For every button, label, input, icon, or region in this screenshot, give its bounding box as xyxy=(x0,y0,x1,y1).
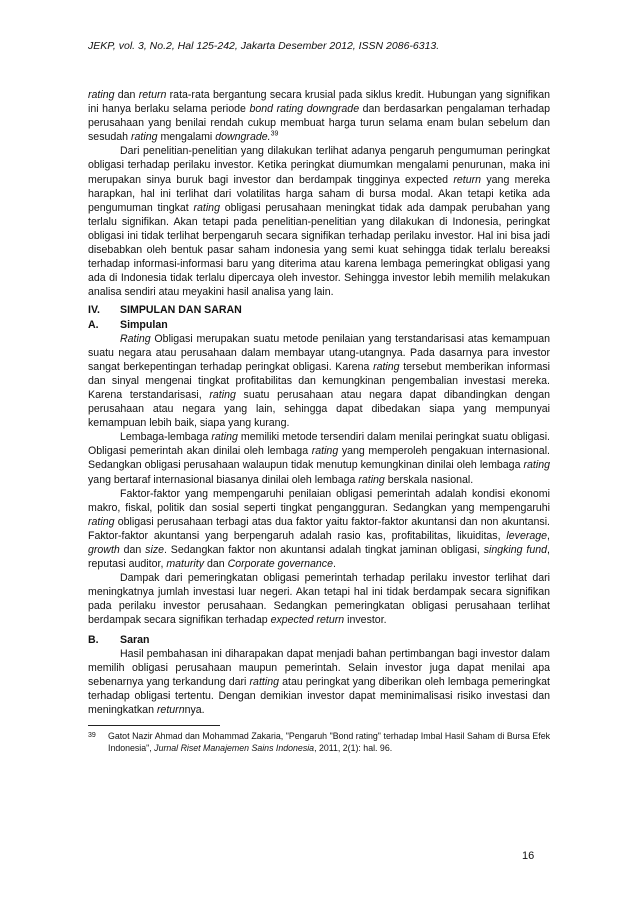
main-text xyxy=(88,88,550,755)
footnote-divider xyxy=(88,725,220,726)
paragraph-rating-factors: Faktor-faktor yang mempengaruhi penilaian obligasi pemerintah adalah kondisi ekonomi makro, fiskal, politik dan sosial seperti tingkat pengangguran. Sedangkan yang mempengaruhi rating obligasi perusahaan terbagi atas dua faktor yaitu faktor-faktor akuntansi dan non akuntansi. Faktor-faktor akuntansi yang berpengaruh adalah rasio kas, profitabilitas, likuiditas, leverage, growth dan size. Sedangkan faktor non akuntansi adalah tingkat jaminan obligasi, singking fund, reputasi auditor, maturity dan Corporate governance. xyxy=(88,487,550,571)
paragraph-rating-impact: Dampak dari pemeringkatan obligasi pemerintah terhadap perilaku investor terlihat dari meningkatnya jumlah investasi luar negeri. Akan tetapi hal ini tidak berdampak secara signifikan pada perilaku investor perusahaan. Sedangkan pemeringkatan obligasi perusahaan terlihat berdampak secara signifikan terhadap expected return investor. xyxy=(88,572,550,627)
footnote-reference: 39 xyxy=(270,130,279,138)
footnote-number: 39 xyxy=(88,732,96,740)
footnote-text: Gatot Nazir Ahmad dan Mohammad Zakaria, "Pengaruh "Bond rating" terhadap Imbal Hasil Saham di Bursa Efek Indonesia", Jurnal Riset Manajemen Sains Indonesia, 2011, 2(1): hal. 96. xyxy=(108,731,550,753)
page-number: 16 xyxy=(522,850,535,862)
paragraph-rating-agencies: Lembaga-lembaga rating memiliki metode tersendiri dalam menilai peringkat suatu obligasi. Obligasi pemerintah akan dinilai oleh lembaga rating yang memperoleh pengakuan internasional. Sedangkan obligasi perusahaan walaupun tidak menutup kemungkinan dinilai oleh lembaga rating yang bertaraf internasional biasanya dinilai oleh lembaga rating berskala nasional. xyxy=(88,431,550,486)
subsection-heading-b: B. Saran xyxy=(88,633,150,646)
paragraph-suggestions: Hasil pembahasan ini diharapakan dapat menjadi bahan pertimbangan bagi investor dalam memilih obligasi perusahaan maupun pemerintah. Selain investor juga dapat menilai apa sebenarnya yang terkandung dari ratting atau peringkat yang diberikan oleh lembaga pemeringkat terhadap obligasi tertentu. Dengan demikian investor dapat meminimalisasi risiko investasi dan meningkatkan returnnya. xyxy=(88,647,550,717)
paragraph-rating-definition: Rating Obligasi merupakan suatu metode penilaian yang terstandarisasi atas kemampuan suatu negara atau perusahaan dalam membayar utang-utangnya. Pada dasarnya para investor sangat berkepentingan terhadap peringkat obligasi. Karena rating tersebut memberikan informasi dan sinyal mengenai tingkat profitabilitas dan kemungkinan pengembalian investasi mereka. Karena terstandarisasi, rating suatu perusahaan atau negara dapat dibandingkan dengan perusahaan atau negara yang lain, sehingga dapat dibedakan siapa yang mempunyai kemampuan lebih baik, siapa yang kurang. xyxy=(88,332,550,430)
paragraph-research-findings: Dari penelitian-penelitian yang dilakukan terlihat adanya pengaruh pengumuman peringkat obligasi terhadap perilaku investor. Ketika peringkat diumumkan mengalami penurunan, maka ini merupakan sinya buruk bagi investor dan berdampak tingginya expected return yang mereka harapkan, hal ini terlihat dari volatilitas harga saham di bursa modal. Akan tetapi ketika ada pengumuman tingkat rating obligasi perusahaan meningkat tidak ada dampak perubahan yang terlalu signifikan. Akan tetapi pada penelitian-penelitian yang dilakukan di Indonesia, peringkat obligasi ini tidak terlihat berpengaruh secara signifikan terhadap perilaku investor. Hal ini bisa jadi disebabkan oleh bentuk pasar saham indonesia yang semi kuat sehingga tidak terlalu bereaksi terhadap informasi-informasi baru yang diterima atau karena lembaga pemeringkat obligasi yang ada di Indonesia tidak terlalu dipercaya oleh investor. Sehingga investor lebih memilih melakukan analisa sendiri atau meyakini hasil analisa yang lain. xyxy=(88,145,550,299)
running-header: JEKP, vol. 3, No.2, Hal 125-242, Jakarta Desember 2012, ISSN 2086-6313. xyxy=(88,40,440,52)
footnote xyxy=(88,731,550,755)
paragraph-rating-return: rating dan return rata-rata bergantung secara krusial pada siklus kredit. Hubungan yang signifikan ini hanya berlaku selama periode bond rating downgrade dan berdasarkan pengalaman terhadap perusahaan yang benilai rendah cukup membuat harga turun selama enam bulan sebelum dan sesudah rating mengalami downgrade.$^{39}$ xyxy=(88,89,551,144)
section-heading-iv: IV. SIMPULAN DAN SARAN xyxy=(88,304,242,317)
subsection-heading-a: A. Simpulan xyxy=(88,318,168,331)
